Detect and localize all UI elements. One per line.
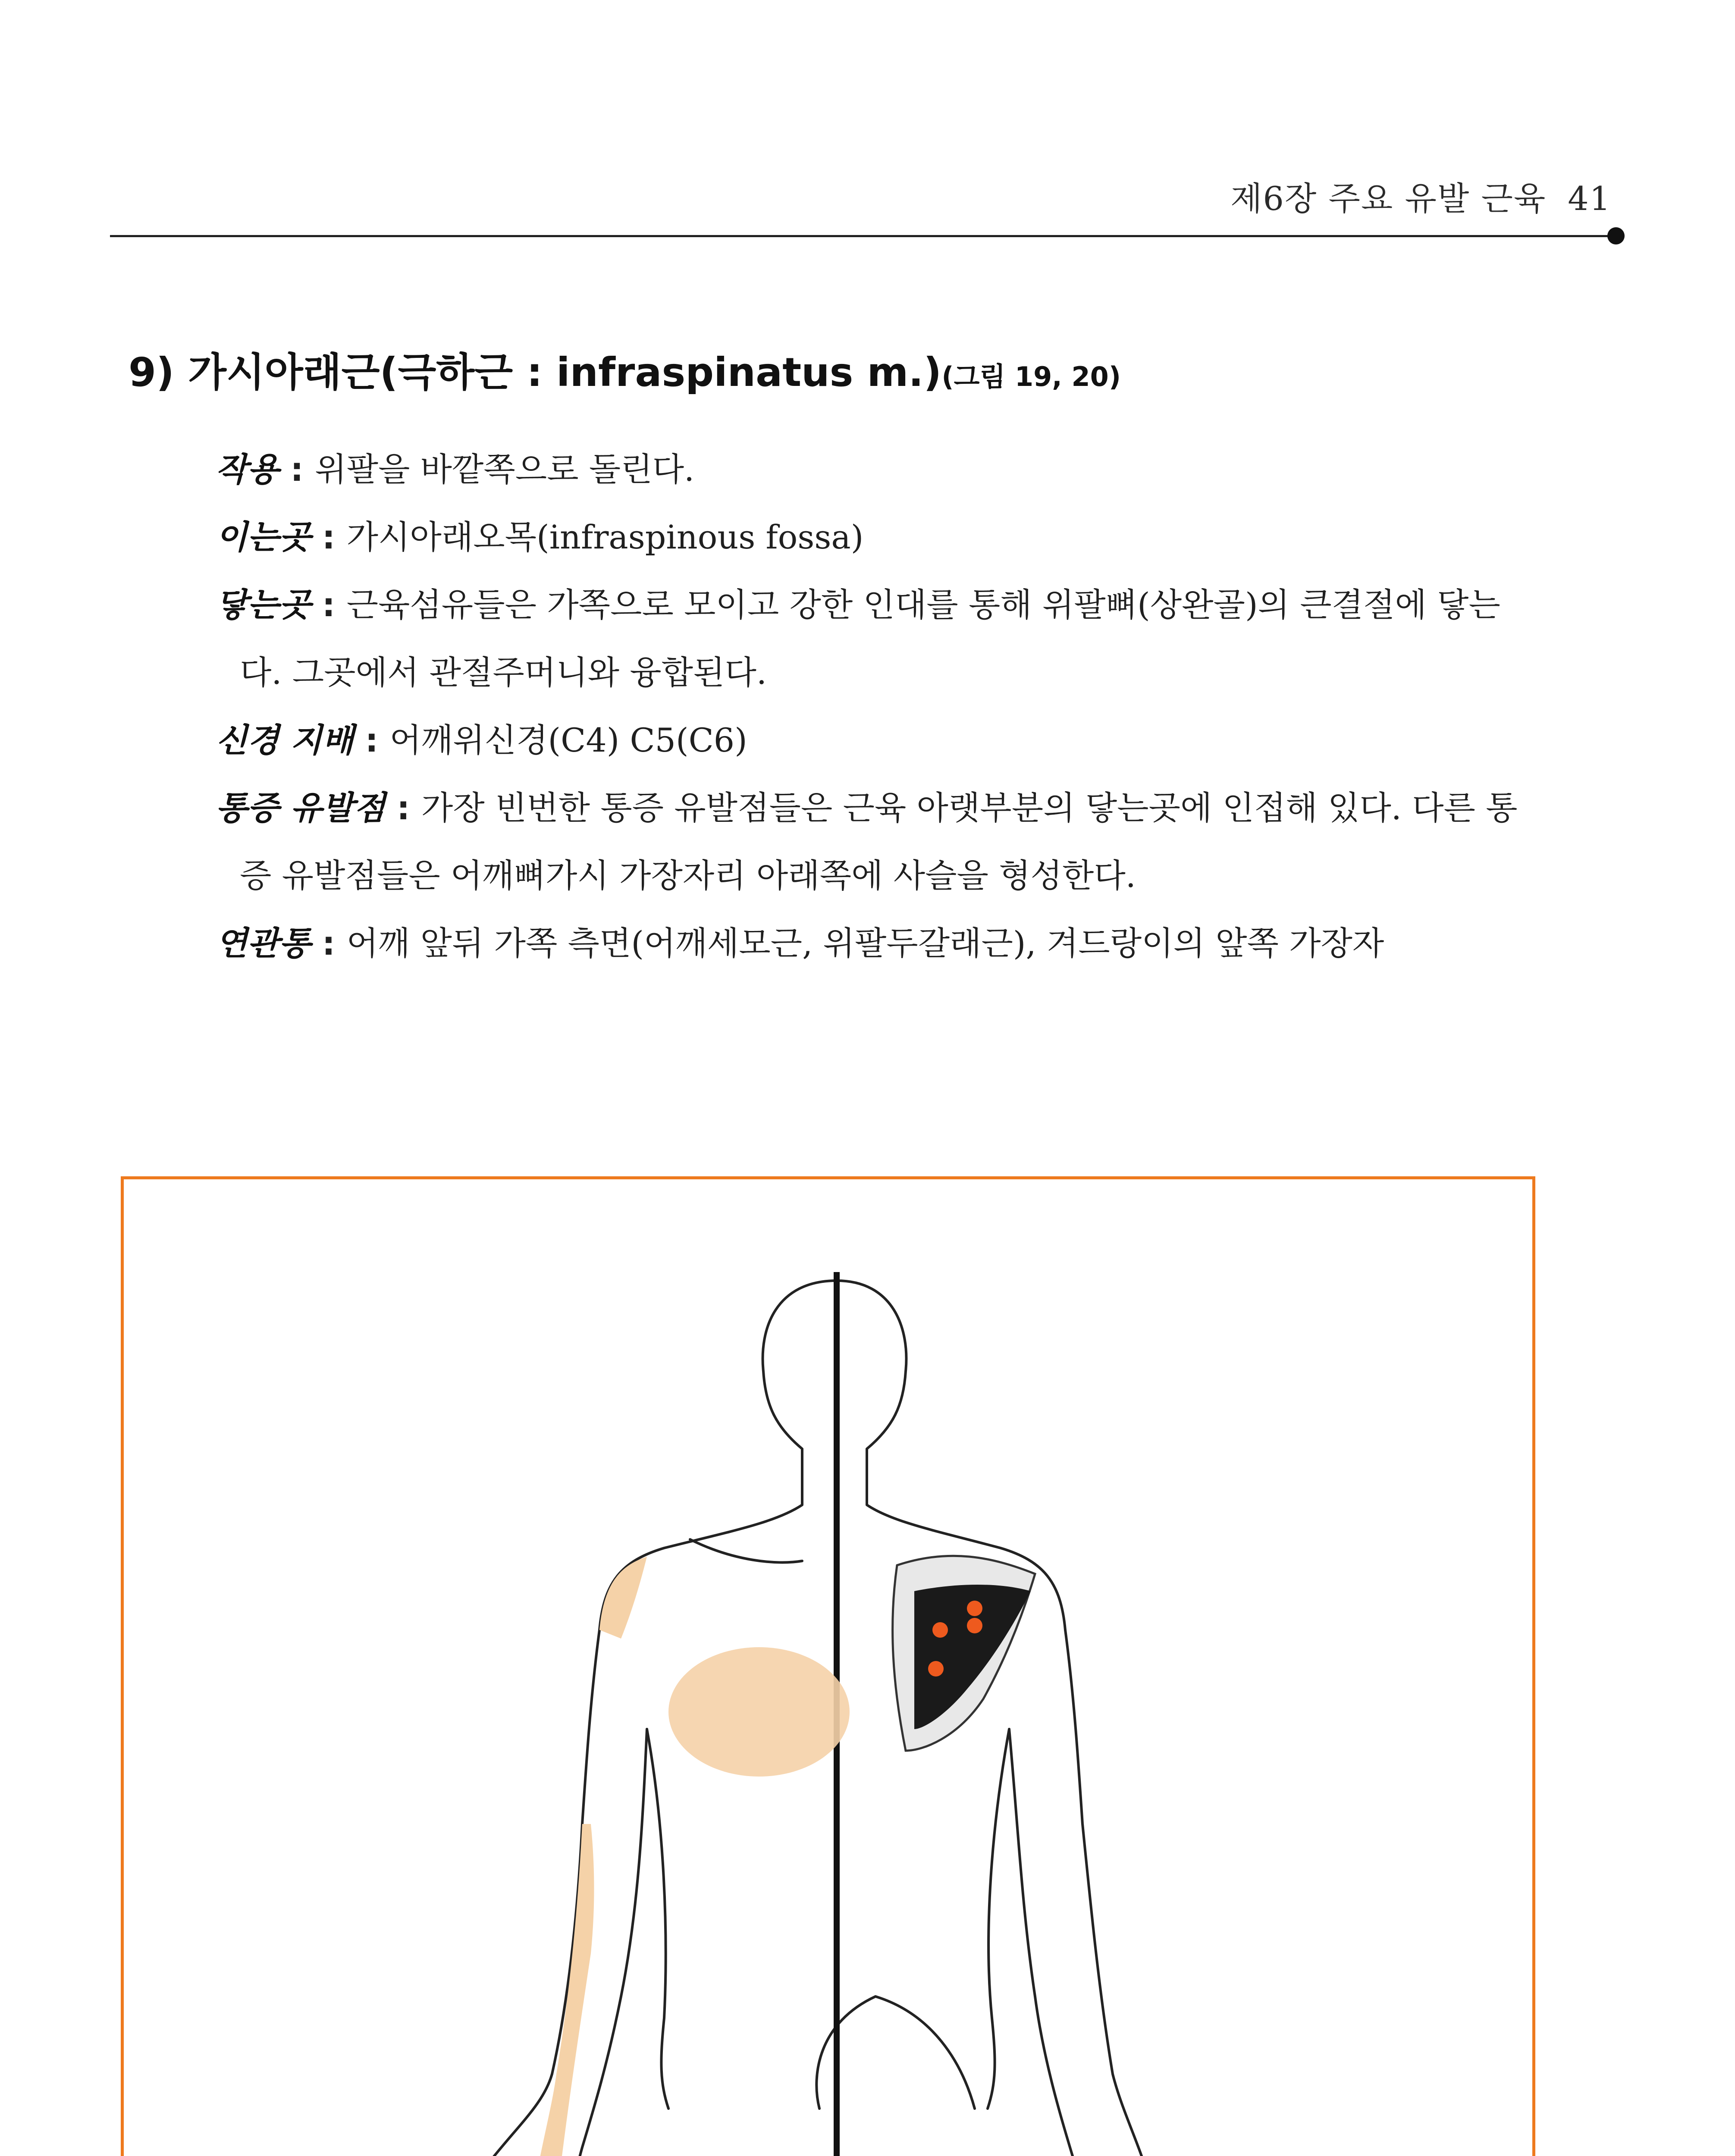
entry-term: 작용 (216, 450, 279, 489)
entry-term: 연관통 (216, 924, 311, 962)
section-heading: 9) 가시아래근(극하근 : infraspinatus m.) (129, 349, 942, 395)
figure-reference: (그림 19, 20) (941, 361, 1121, 392)
header-rule-dot (1607, 227, 1625, 244)
chest-pain-area (668, 1647, 850, 1777)
entry-text: 가시아래오목(infraspinous fossa) (346, 518, 864, 556)
entry-trigger-points: 통증 유발점 : 가장 빈번한 통증 유발점들은 근육 아랫부분의 닿는곳에 인접해 있다. 다른 통증 유발점들은 어깨뼈가시 가장자리 아래쪽에 사슬을 형성한다. (216, 789, 1518, 895)
trigger-point (928, 1661, 944, 1677)
right-arm-outline (1065, 1630, 1148, 2156)
entry-text: 어깨 앞뒤 가쪽 측면(어깨세모근, 위팔두갈래근), 겨드랑이의 앞쪽 가장자 (346, 924, 1384, 962)
running-header (1230, 172, 1611, 219)
entry-text: 어깨위신경(C4) C5(C6) (389, 721, 747, 759)
muscle-description (216, 436, 1535, 977)
entry-innervation: 신경 지배 : 어깨위신경(C4) C5(C6) (216, 721, 747, 759)
entry-term: 신경 지배 (216, 721, 354, 759)
header-rule (110, 235, 1613, 237)
entry-term: 통증 유발점 (216, 789, 386, 827)
entry-origin: 이는곳 : 가시아래오목(infraspinous fossa) (216, 518, 864, 556)
page-number: 41 (1568, 179, 1611, 218)
hip-outline (816, 1996, 975, 2109)
entry-referred-pain: 연관통 : 어깨 앞뒤 가쪽 측면(어깨세모근, 위팔두갈래근), 겨드랑이의 앞쪽 가장자 (216, 924, 1384, 962)
trigger-point (967, 1601, 982, 1616)
entry-insertion: 닿는곳 : 근육섬유들은 가쪽으로 모이고 강한 인대를 통해 위팔뼈(상완골)의 큰결절에 닿는다. 그곳에서 관절주머니와 융합된다. (216, 586, 1500, 692)
body-illustration (388, 1263, 1251, 2156)
collarbone (690, 1539, 802, 1562)
entry-text: 위팔을 바깥쪽으로 돌린다. (315, 450, 695, 489)
trigger-point (932, 1622, 948, 1638)
arm-pain-area (530, 1824, 594, 2156)
entry-term: 이는곳 (216, 518, 311, 556)
entry-text: 가장 빈번한 통증 유발점들은 근육 아랫부분의 닿는곳에 인접해 있다. 다른 통증 유발점들은 어깨뼈가시 가장자리 아래쪽에 사슬을 형성한다. (240, 789, 1518, 895)
entry-term: 닿는곳 (216, 586, 311, 624)
torso-outline (647, 1729, 668, 2109)
entry-action: 작용 : 위팔을 바깥쪽으로 돌린다. (216, 450, 695, 489)
entry-text: 근육섬유들은 가쪽으로 모이고 강한 인대를 통해 위팔뼈(상완골)의 큰결절에 닿는다. 그곳에서 관절주머니와 융합된다. (240, 586, 1500, 692)
trigger-point (967, 1618, 982, 1633)
chapter-title: 제6장 주요 유발 근육 (1230, 179, 1547, 218)
section-title (129, 341, 1121, 398)
